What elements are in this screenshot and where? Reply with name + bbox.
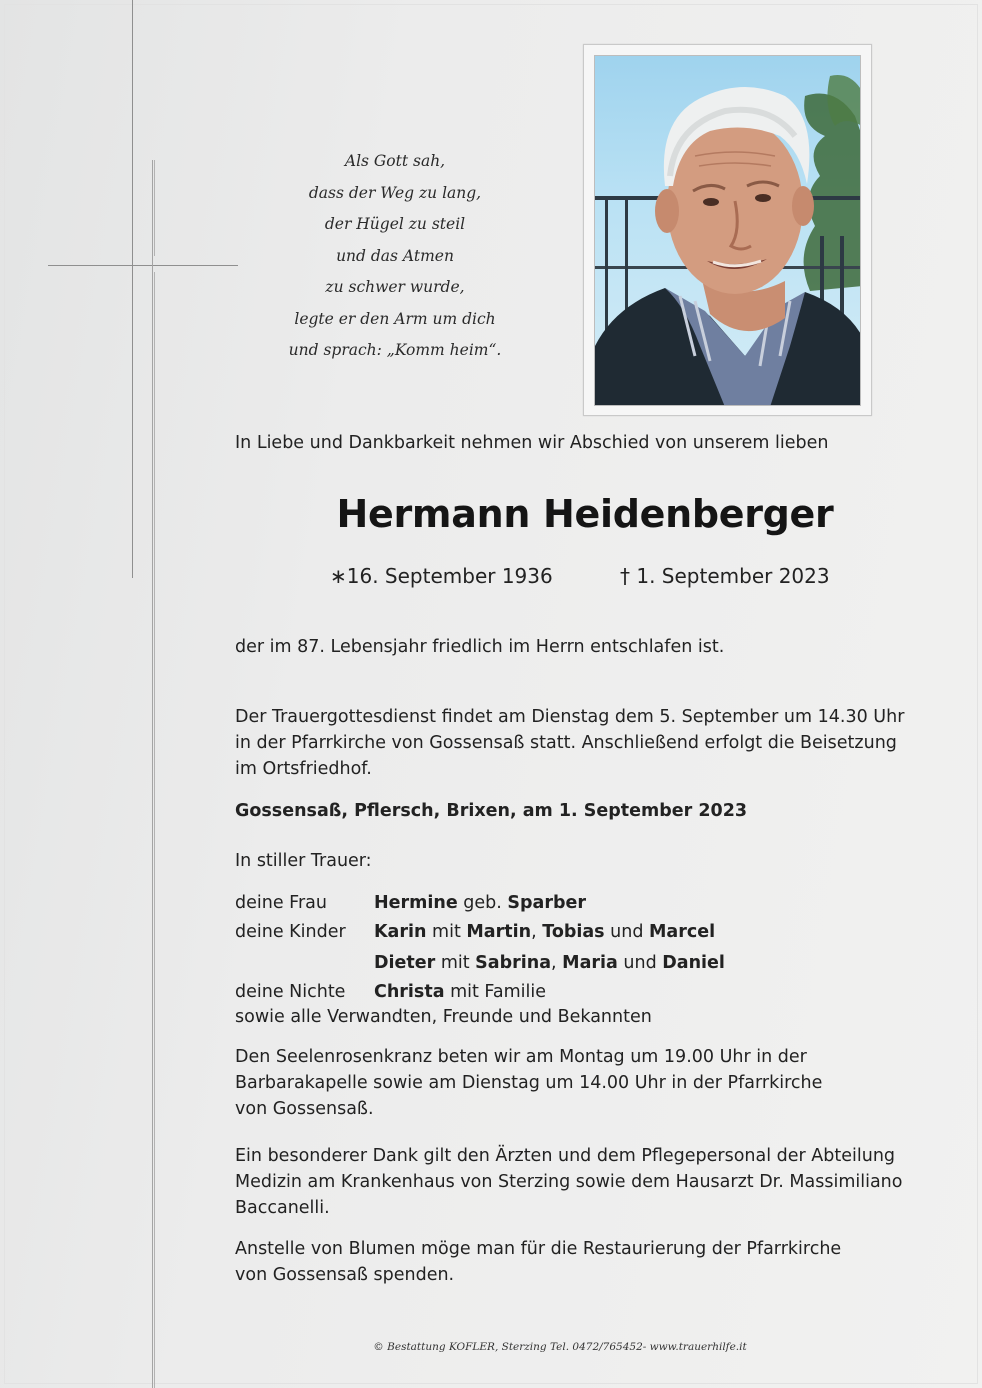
text-line: Den Seelenrosenkranz beten wir am Montag um 19.00 Uhr in der [235,1047,807,1067]
family-row-niece [235,978,725,1007]
relatives-line: sowie alle Verwandten, Freunde und Bekannten [235,1007,652,1027]
cross-vertical-line-shadow-top [154,160,155,256]
poem-line: legte er den Arm um dich [294,309,496,328]
relation-label: deine Nichte [235,982,346,1002]
poem-line: und das Atmen [336,246,454,265]
portrait-frame [583,44,872,416]
rosary-text [235,1044,955,1122]
cross-horizontal-line [48,265,238,266]
text-line: im Ortsfriedhof. [235,759,372,779]
cross-vertical-line-shadow-bottom [154,272,155,1388]
text-line: Ein besonderer Dank gilt den Ärzten und dem Pflegepersonal der Abteilung [235,1146,896,1166]
family-members: Dieter mit Sabrina, Maria und Daniel [374,953,725,973]
text-line: Baccanelli. [235,1198,330,1218]
deceased-name: Hermann Heidenberger [336,492,834,536]
family-list [235,889,725,1007]
text-line: Barbarakapelle sowie am Dienstag um 14.00 Uhr in der Pfarrkirche [235,1073,823,1093]
family-row-wife [235,889,725,918]
poem-line: der Hügel zu steil [324,215,466,233]
funeral-service-text [235,704,955,782]
age-line: der im 87. Lebensjahr friedlich im Herrn entschlafen ist. [235,637,725,657]
birth-date: ∗16. September 1936 [330,564,553,588]
poem-line: Als Gott sah, [344,152,446,170]
portrait-photo [594,55,861,406]
portrait-illustration [595,56,861,406]
text-line: Der Trauergottesdienst findet am Dienstag dem 5. September um 14.30 Uhr [235,707,905,727]
family-members: Karin mit Martin, Tobias und Marcel [374,922,716,942]
cross-vertical-line-inner [152,160,153,1388]
death-date: † 1. September 2023 [620,564,830,588]
poem-line: dass der Weg zu lang, [308,183,482,202]
poem [260,146,530,367]
text-line: von Gossensaß. [235,1099,374,1119]
family-members: Hermine geb. Sparber [374,893,586,913]
mourning-heading: In stiller Trauer: [235,851,372,871]
text-line: von Gossensaß spenden. [235,1265,455,1285]
text-line: in der Pfarrkirche von Gossensaß statt. Anschließend erfolgt die Beisetzung [235,733,897,753]
relation-label: deine Frau [235,893,327,913]
poem-line: zu schwer wurde, [325,278,465,296]
flowers-text [235,1236,955,1288]
thanks-text [235,1143,955,1221]
text-line: Medizin am Krankenhaus von Sterzing sowie dem Hausarzt Dr. Massimiliano [235,1172,903,1192]
family-row-children-2 [235,949,725,978]
funeral-home-footer: © Bestattung KOFLER, Sterzing Tel. 0472/765452- www.trauerhilfe.it [373,1341,747,1353]
place-date: Gossensaß, Pflersch, Brixen, am 1. September 2023 [235,801,748,821]
family-members: Christa mit Familie [374,982,547,1002]
cross-vertical-line [132,0,133,578]
family-row-children [235,918,725,947]
poem-line: und sprach: „Komm heim“. [288,341,502,359]
intro-text: In Liebe und Dankbarkeit nehmen wir Abschied von unserem lieben [235,433,829,453]
relation-label: deine Kinder [235,922,346,942]
text-line: Anstelle von Blumen möge man für die Restaurierung der Pfarrkirche [235,1239,842,1259]
